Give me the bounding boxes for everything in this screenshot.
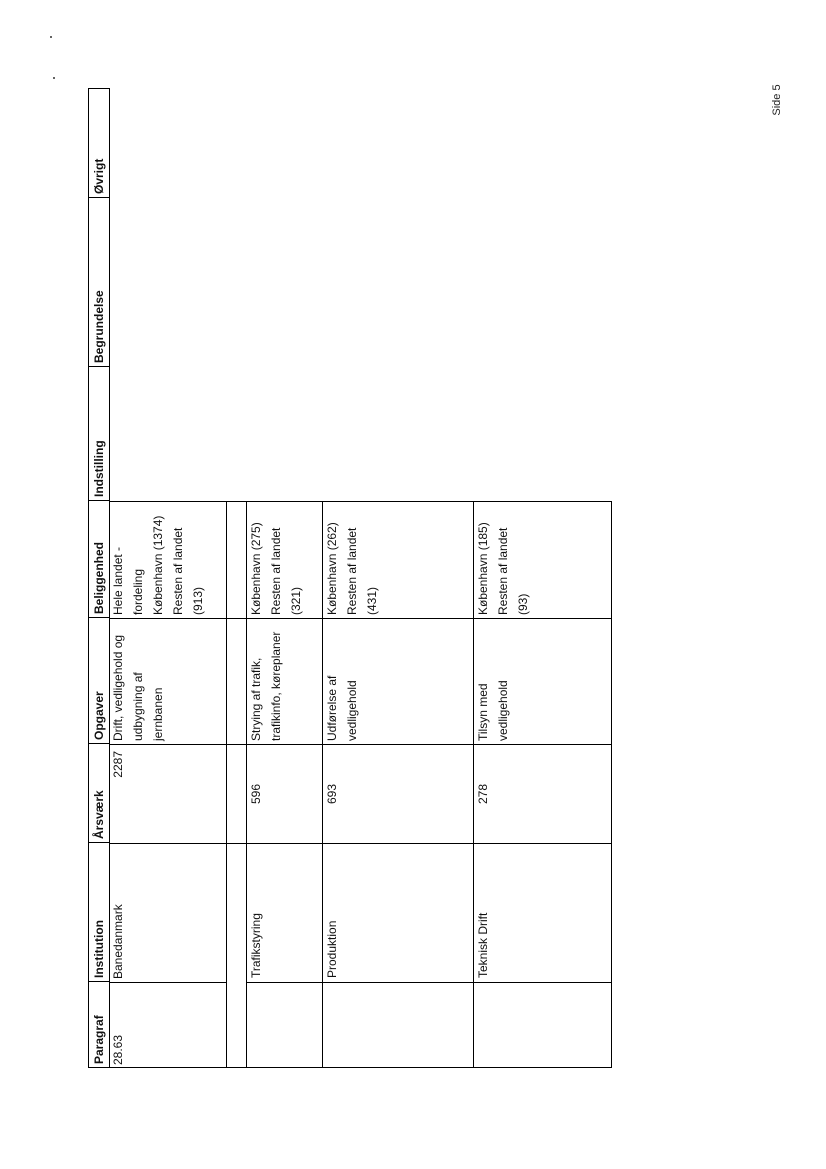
cell-beliggenhed-line: (913) [191,586,205,615]
header-paragraf: Paragraf [92,1015,106,1064]
column-divider [109,744,612,745]
header-divider [89,842,109,843]
table-bottom-border [611,501,612,1068]
cell-beliggenhed-line: Hele landet - [111,546,125,615]
cell-beliggenhed-line: København (1374) [151,515,165,615]
cell-aarsvaerk: 693 [325,783,339,805]
header-divider [89,366,109,367]
header-begrundelse: Begrundelse [92,290,106,363]
cell-beliggenhed-line: København (275) [249,522,263,615]
cell-beliggenhed-line: fordeling [131,568,145,615]
header-beliggenhed: Beliggenhed [92,541,106,614]
cell-beliggenhed-line: Resten af landet [496,527,510,615]
header-ovrigt: Øvrigt [92,158,106,194]
cell-beliggenhed-line: København (262) [325,522,339,615]
page-number: Side 5 [771,84,783,116]
cell-opgaver-line: vedligehold [345,680,359,741]
cell-beliggenhed-line: (431) [365,586,379,615]
header-divider [89,743,109,744]
cell-aarsvaerk: 596 [249,783,263,805]
cell-opgaver-line: Tilsyn med [476,683,490,741]
cell-beliggenhed-line: Resten af landet [171,527,185,615]
rotated-table [88,88,612,1068]
header-institution: Institution [92,920,106,978]
cell-beliggenhed-line: (321) [289,586,303,615]
cell-aarsvaerk: 2287 [111,751,125,778]
cell-institution: Trafikstyring [249,913,263,978]
cell-opgaver-line: trafikinfo, køreplaner [269,631,283,741]
scan-speck [50,36,52,38]
scan-speck [53,77,55,79]
cell-opgaver-line: vedligehold [496,680,510,741]
column-divider [246,982,612,983]
cell-opgaver-line: udbygning af [131,672,145,741]
header-divider [89,617,109,618]
column-divider [109,843,612,844]
header-divider [89,500,109,501]
header-divider [89,197,109,198]
cell-opgaver-line: jernbanen [151,687,165,741]
cell-beliggenhed-line: (93) [516,593,530,615]
cell-beliggenhed-line: Resten af landet [269,527,283,615]
table-header-row [88,88,110,1068]
cell-paragraf: 28.63 [111,1034,125,1065]
cell-opgaver-line: Strying af trafik, [249,657,263,741]
cell-opgaver-line: Udførelse af [325,675,339,741]
header-divider [89,981,109,982]
cell-institution: Teknisk Drift [476,912,490,978]
cell-institution: Produktion [325,920,339,978]
header-indstilling: Indstilling [92,440,106,497]
cell-beliggenhed-line: Resten af landet [345,527,359,615]
row-divider [226,501,227,1068]
header-aarsvaerk: Årsværk [92,790,106,839]
cell-institution: Banedanmark [111,904,125,979]
cell-aarsvaerk: 278 [476,783,490,805]
cell-opgaver-line: Drift, vedligehold og [111,634,125,741]
cell-beliggenhed-line: København (185) [476,522,490,615]
header-opgaver: Opgaver [92,691,106,740]
table-left-border [109,1067,612,1068]
